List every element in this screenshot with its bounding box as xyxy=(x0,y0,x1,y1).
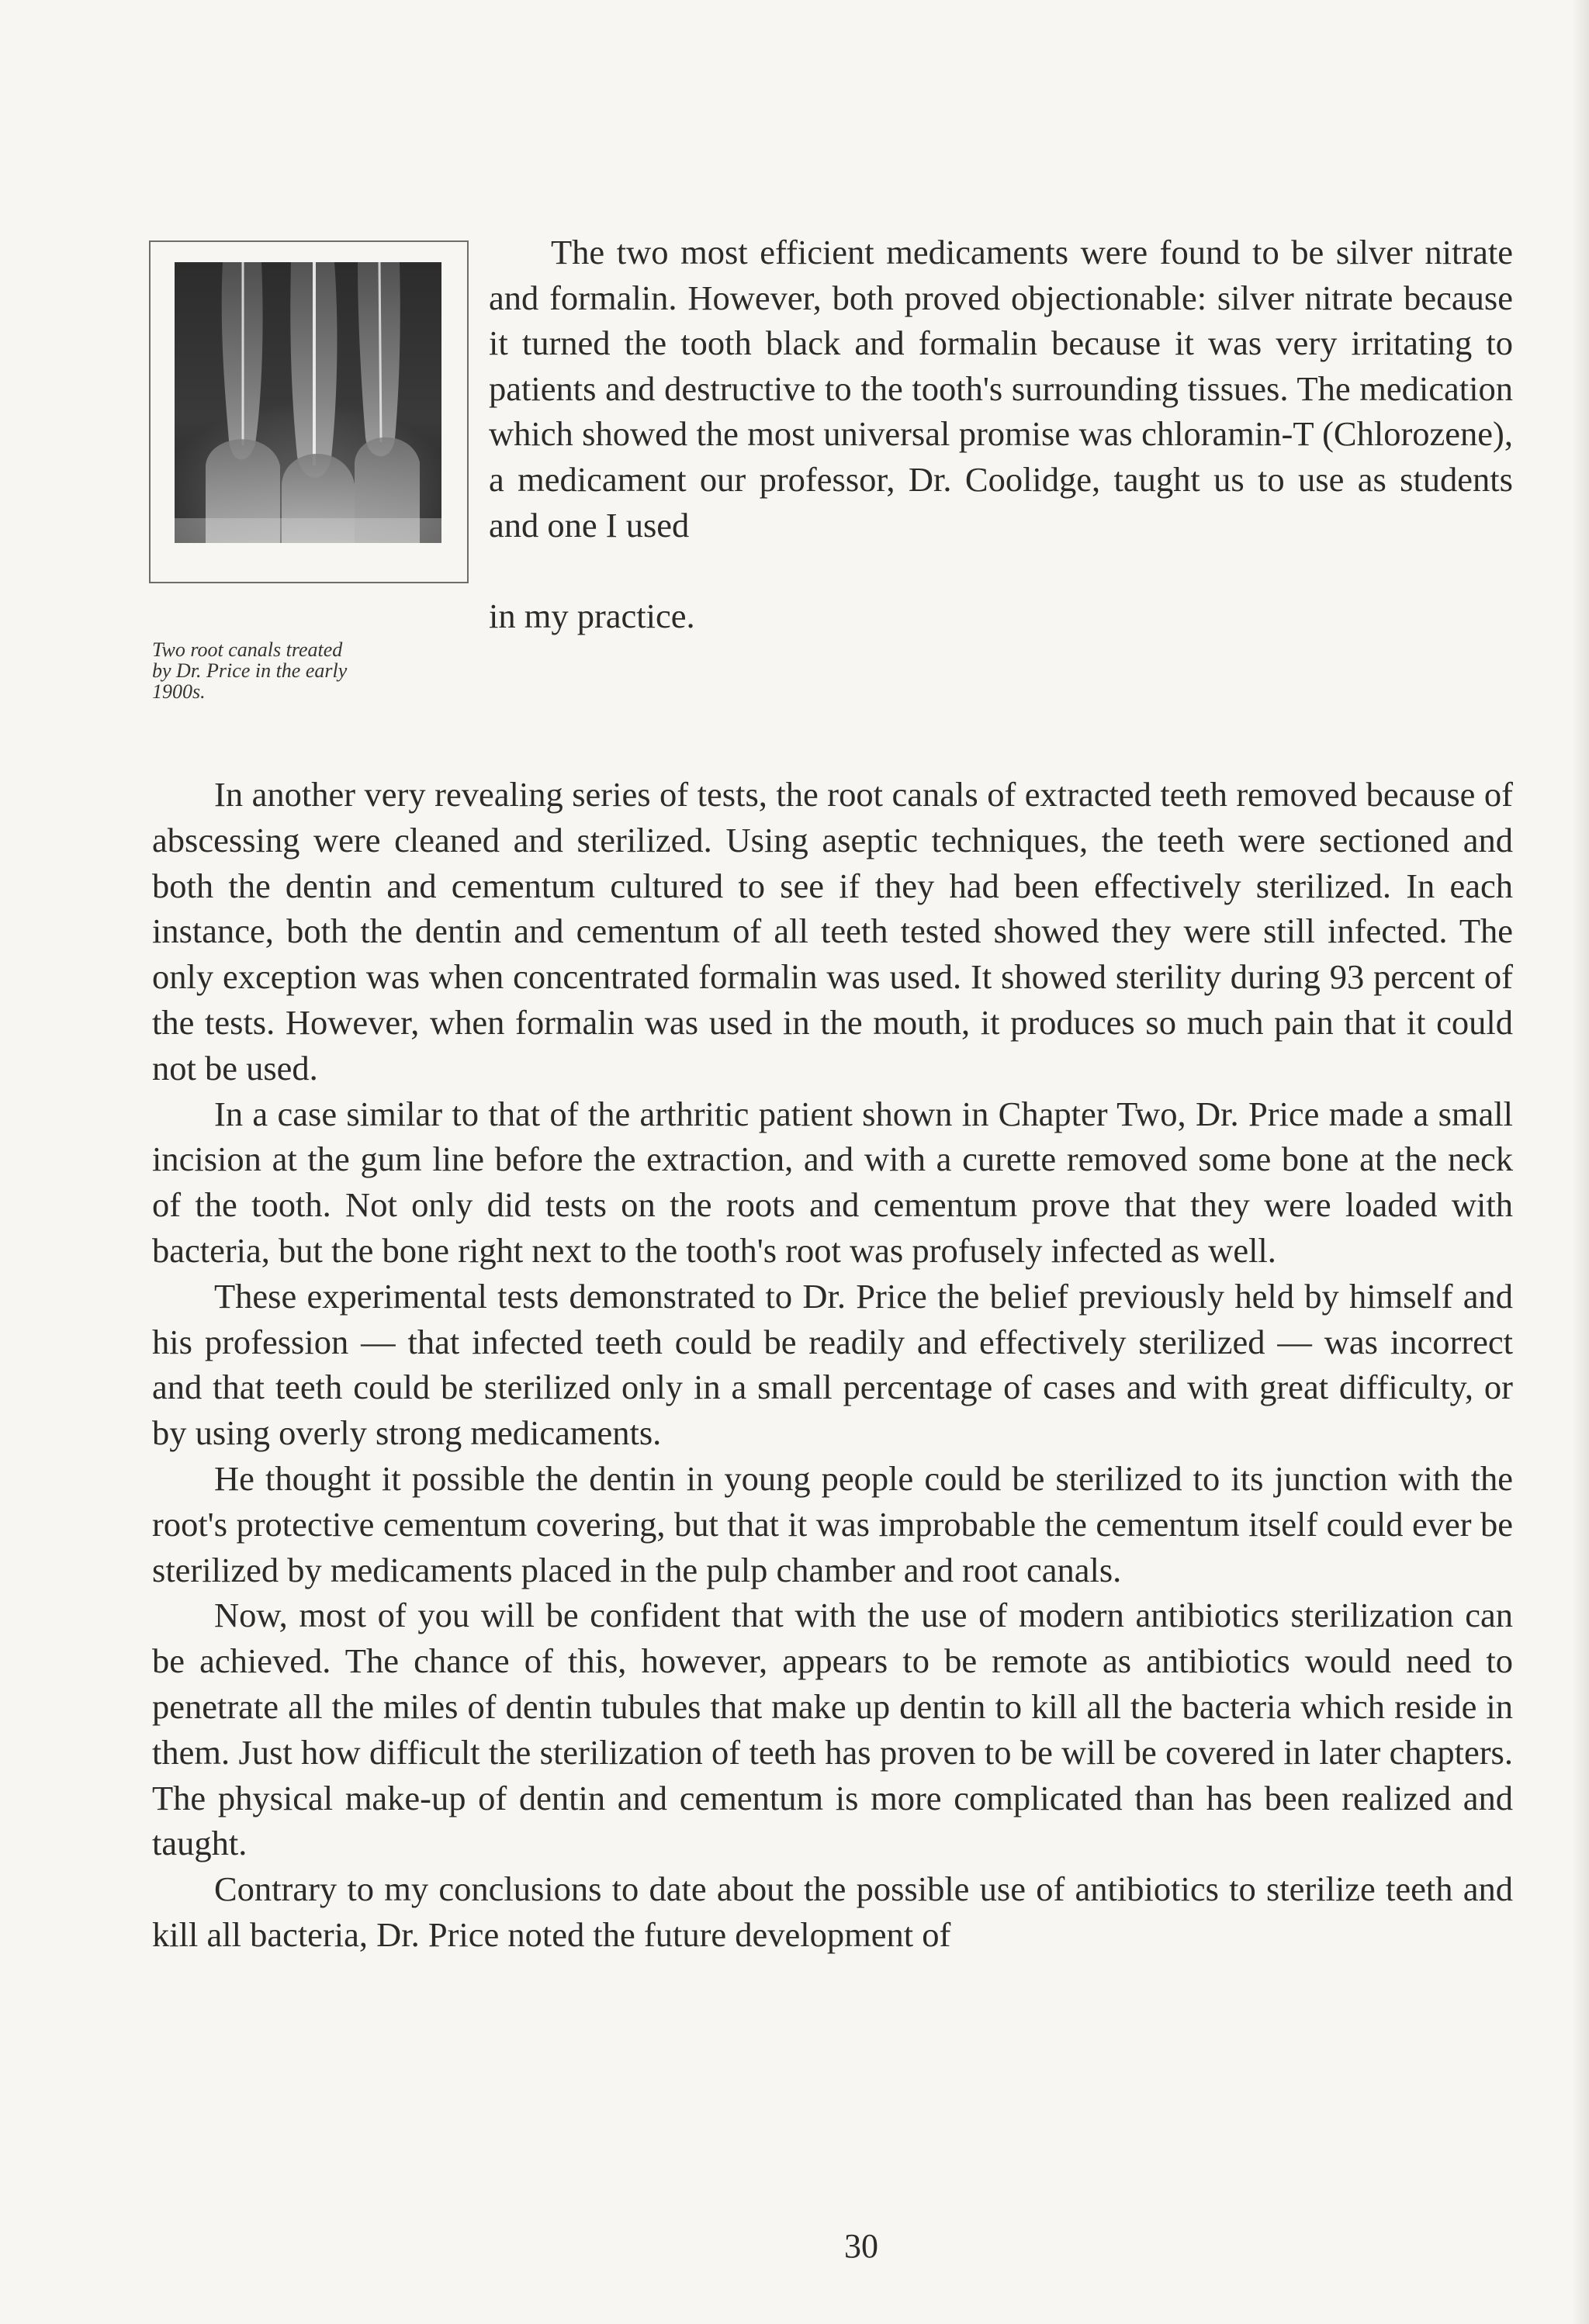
page-number: 30 xyxy=(844,2227,878,2265)
paragraph: These experimental tests demonstrated to Dr. Price the belief previously held by himself and his profession — that infected teeth could be readily and effectively sterilized — was incorrect and that teeth could be sterilized only in a small percentage of cases and with great difficulty, or by using overly strong medicaments. xyxy=(152,1276,1513,1453)
body-text xyxy=(152,772,1513,1958)
paragraph: In a case similar to that of the arthritic patient shown in Chapter Two, Dr. Price made a small incision at the gum line before the extraction, and with a curette removed some bone at the neck of the tooth. Not only did tests on the roots and cementum prove that they were loaded with bacteria, but the bone right next to the tooth's root was profusely infected as well. xyxy=(152,1094,1513,1270)
intro-paragraph: The two most efficient medicaments were found to be silver nitrate and formalin. However, both proved objectionable: silver nitrate because it turned the tooth black and formalin because it was very irritating to patients and destructive to the tooth's surrounding tissues. The medication which showed the most universal promise was chloramin-T (Chlorozene), a medicament our professor, Dr. Coolidge, taught us to use as students and one I used xyxy=(489,233,1513,545)
caption-line: 1900s. xyxy=(152,680,206,703)
paragraph: Now, most of you will be confident that with the use of modern antibiotics sterilization can be achieved. The chance of this, however, appears to be remote as antibiotics would need to penetrate all the miles of dentin tubules that make up dentin to kill all the bacteria which reside in them. Just how difficult the sterilization of teeth has proven to be will be covered in later chapters. The physical make-up of dentin and cementum is more complicated than has been realized and taught. xyxy=(152,1596,1513,1863)
paragraph: Contrary to my conclusions to date about the possible use of antibiotics to sterilize teeth and kill all bacteria, Dr. Price noted the future development of xyxy=(152,1869,1513,1954)
xray-photo xyxy=(175,262,441,543)
page-edge-shadow xyxy=(1572,0,1589,2324)
paragraph: In another very revealing series of tests, the root canals of extracted teeth removed because of abscessing were cleaned and sterilized. Using aseptic techniques, the teeth were sectioned and both the dentin and cementum cultured to see if they had been effectively sterilized. In each instance, both the dentin and cementum of all teeth tested showed they were still infected. The only exception was when concentrated formalin was used. It showed sterility during 93 percent of the tests. However, when formalin was used in the mouth, it produces so much pain that it could not be used. xyxy=(152,775,1513,1088)
figure-caption xyxy=(152,639,478,702)
intro-paragraph-end: in my practice. xyxy=(489,597,695,635)
caption-line: Two root canals treated xyxy=(152,638,343,661)
figure-frame xyxy=(149,240,469,583)
caption-line: by Dr. Price in the early xyxy=(152,659,348,682)
xray-image xyxy=(175,262,441,543)
paragraph: He thought it possible the dentin in young people could be sterilized to its junction with the root's protective cementum covering, but that it was improbable the cementum itself could ever be sterilized by medicaments placed in the pulp chamber and root canals. xyxy=(152,1458,1513,1589)
